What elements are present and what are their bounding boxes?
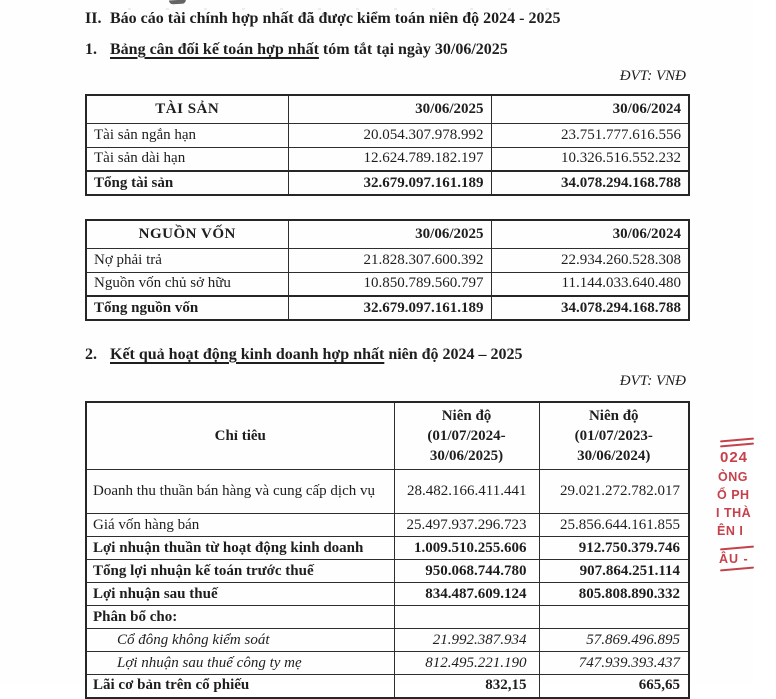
value-prior: 11.144.033.640.480: [491, 272, 689, 296]
subsection-1-title-underlined: Bảng cân đối kế toán hợp nhất: [110, 41, 319, 58]
subsection-1-title: [110, 40, 508, 59]
value-current: 12.624.789.182.197: [288, 147, 491, 171]
seal-rule: [720, 546, 754, 551]
table-row: [86, 560, 689, 583]
capital-header-row: [86, 220, 689, 248]
income-statement-table: [85, 401, 690, 699]
row-label: Lợi nhuận sau thuế công ty mẹ: [86, 652, 394, 675]
seal-number: 024: [720, 449, 749, 466]
income-header-current-l2: (01/07/2024-: [427, 428, 506, 444]
table-row: [86, 583, 689, 606]
subsection-1-title-rest: tóm tắt tại ngày 30/06/2025: [318, 41, 508, 58]
capital-table-body: [86, 248, 689, 320]
row-label: Tài sản dài hạn: [86, 147, 288, 171]
income-header-current-l1: Niên độ: [441, 408, 492, 424]
income-table-body: [86, 470, 689, 698]
table-row: [86, 537, 689, 560]
value-current: 10.850.789.560.797: [288, 272, 491, 296]
subsection-heading-2: [85, 345, 688, 364]
assets-header-row: [86, 95, 689, 123]
value-current: [394, 606, 539, 629]
section-title: Báo cáo tài chính hợp nhất đã được kiểm toán niên độ 2024 - 2025: [110, 10, 561, 27]
table-row: [86, 296, 689, 320]
value-current: 1.009.510.255.606: [394, 537, 539, 560]
row-label: Cổ đông không kiểm soát: [86, 629, 394, 652]
seal-text-fragment: ÒNG: [718, 470, 748, 484]
assets-header-title: TÀI SẢN: [86, 95, 288, 123]
value-prior: 57.869.496.895: [539, 629, 689, 652]
row-label: Tổng tài sản: [86, 171, 288, 195]
row-label: Nguồn vốn chủ sở hữu: [86, 272, 288, 296]
unit-label-1: ĐVT: VNĐ: [619, 68, 686, 84]
income-header-prior-l2: (01/07/2023-: [574, 428, 653, 444]
value-prior: 10.326.516.552.232: [491, 147, 689, 171]
value-prior: [539, 606, 689, 629]
value-prior: 34.078.294.168.788: [491, 296, 689, 320]
capital-table: [85, 219, 690, 321]
unit-label-2: ĐVT: VNĐ: [619, 373, 686, 389]
table-row: [86, 652, 689, 675]
table-row: [86, 675, 689, 698]
seal-text-fragment: Ổ PH: [717, 488, 750, 502]
value-prior: 22.934.260.528.308: [491, 248, 689, 272]
section-number: II.: [85, 10, 102, 27]
value-prior: 665,65: [539, 675, 689, 698]
value-current: 834.487.609.124: [394, 583, 539, 606]
value-current: 32.679.097.161.189: [288, 171, 491, 195]
income-header-row: [86, 402, 689, 470]
value-current: 25.497.937.296.723: [394, 514, 539, 537]
row-label: Tổng nguồn vốn: [86, 296, 288, 320]
table-row: [86, 514, 689, 537]
seal-rule: [720, 443, 754, 448]
company-seal-fragment: [716, 437, 776, 570]
subsection-2-number: 2.: [85, 346, 97, 363]
value-current: 20.054.307.978.992: [288, 123, 491, 147]
row-label: Lãi cơ bản trên cổ phiếu: [86, 675, 394, 698]
income-header-prior-l3: 30/06/2024): [577, 448, 651, 464]
section-heading-main: [85, 9, 688, 28]
value-prior: 912.750.379.746: [539, 537, 689, 560]
table-row: [86, 629, 689, 652]
seal-text-bottom: ÂU -: [719, 552, 749, 566]
row-label: Tài sản ngắn hạn: [86, 123, 288, 147]
value-prior: 34.078.294.168.788: [491, 171, 689, 195]
table-row: [86, 248, 689, 272]
table-row: [86, 147, 689, 171]
value-prior: 747.939.393.437: [539, 652, 689, 675]
value-current: 21.828.307.600.392: [288, 248, 491, 272]
income-header-current-period: [394, 402, 539, 470]
subsection-2-title-rest: niên độ 2024 – 2025: [384, 346, 523, 363]
table-row: [86, 606, 689, 629]
assets-header-current: 30/06/2025: [288, 95, 491, 123]
value-prior: 805.808.890.332: [539, 583, 689, 606]
value-current: 812.495.221.190: [394, 652, 539, 675]
table-row: [86, 123, 689, 147]
seal-text-fragment: I THÀ: [716, 506, 752, 520]
value-prior: 23.751.777.616.556: [491, 123, 689, 147]
table-row: [86, 171, 689, 195]
value-prior: 29.021.272.782.017: [539, 470, 689, 514]
subsection-2-title-underlined: Kết quả hoạt động kinh doanh hợp nhất: [110, 346, 385, 363]
income-header-current-l3: 30/06/2025): [429, 448, 504, 464]
value-current: 950.068.744.780: [394, 560, 539, 583]
value-current: 32.679.097.161.189: [288, 296, 491, 320]
row-label: Giá vốn hàng bán: [86, 514, 394, 537]
subsection-2-title: [110, 345, 523, 364]
row-label: Nợ phải trả: [86, 248, 288, 272]
subsection-heading-1: [85, 40, 688, 59]
income-header-prior-l1: Niên độ: [588, 408, 639, 424]
row-label: Tổng lợi nhuận kế toán trước thuế: [86, 560, 394, 583]
subsection-1-number: 1.: [85, 41, 97, 58]
assets-table-body: [86, 123, 689, 195]
table-row: [86, 470, 689, 514]
row-label: Doanh thu thuần bán hàng và cung cấp dịch vụ: [86, 470, 394, 514]
seal-text-fragment: ÊN I: [717, 524, 744, 538]
row-label: Lợi nhuận thuần từ hoạt động kinh doanh: [86, 537, 394, 560]
document-content: [85, 0, 688, 699]
capital-header-title: NGUỒN VỐN: [86, 220, 288, 248]
value-current: 28.482.166.411.441: [394, 470, 539, 514]
value-prior: 907.864.251.114: [539, 560, 689, 583]
seal-rule: [720, 438, 754, 443]
assets-table: [85, 94, 690, 196]
capital-header-prior: 30/06/2024: [491, 220, 689, 248]
value-prior: 25.856.644.161.855: [539, 514, 689, 537]
income-header-prior-period: [539, 402, 689, 470]
row-label: Phân bổ cho:: [86, 606, 394, 629]
seal-rule: [720, 567, 754, 572]
assets-header-prior: 30/06/2024: [491, 95, 689, 123]
capital-header-current: 30/06/2025: [288, 220, 491, 248]
income-header-criteria: Chỉ tiêu: [86, 402, 394, 470]
row-label: Lợi nhuận sau thuế: [86, 583, 394, 606]
value-current: 832,15: [394, 675, 539, 698]
table-row: [86, 272, 689, 296]
value-current: 21.992.387.934: [394, 629, 539, 652]
